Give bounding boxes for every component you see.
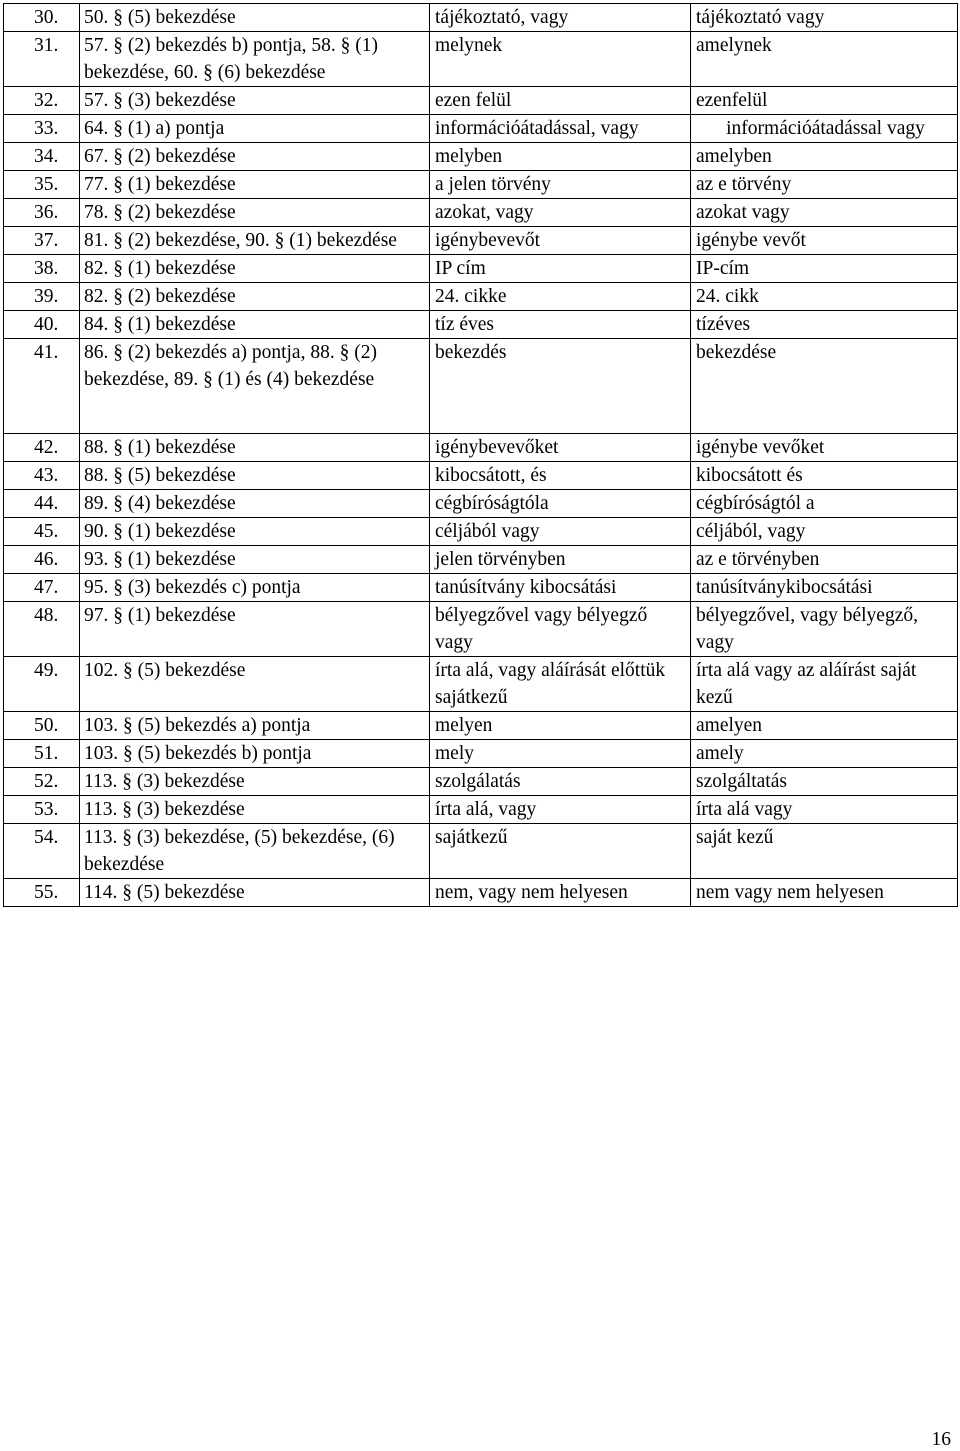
row-correct-text: amely [691,740,958,768]
row-number: 33. [4,115,80,143]
row-correct-text: ezenfelül [691,87,958,115]
row-correct-text: tájékoztató vagy [691,4,958,32]
row-incorrect-text: tájékoztató, vagy [430,4,691,32]
row-number: 46. [4,546,80,574]
row-number: 50. [4,712,80,740]
table-row [4,574,958,602]
row-correct-text: bekezdése [691,339,958,434]
row-number: 34. [4,143,80,171]
table-row [4,227,958,255]
row-location: 114. § (5) bekezdése [80,879,430,907]
row-location: 88. § (5) bekezdése [80,462,430,490]
table-row [4,434,958,462]
row-number: 52. [4,768,80,796]
row-correct-text: információátadással vagy [691,115,958,143]
row-incorrect-text: IP cím [430,255,691,283]
row-incorrect-text: azokat, vagy [430,199,691,227]
row-number: 55. [4,879,80,907]
row-correct-text: IP-cím [691,255,958,283]
row-incorrect-text: kibocsátott, és [430,462,691,490]
row-incorrect-text: melynek [430,32,691,87]
row-correct-text: igénybe vevőt [691,227,958,255]
table-row [4,199,958,227]
row-incorrect-text: bélyegzővel vagy bélyegző vagy [430,602,691,657]
table-row [4,171,958,199]
page-number: 16 [931,1429,951,1450]
row-number: 36. [4,199,80,227]
row-number: 39. [4,283,80,311]
table-row [4,143,958,171]
row-incorrect-text: céljából vagy [430,518,691,546]
table-row [4,518,958,546]
row-location: 113. § (3) bekezdése [80,768,430,796]
corrections-table [3,3,958,907]
row-incorrect-text: nem, vagy nem helyesen [430,879,691,907]
row-location: 81. § (2) bekezdése, 90. § (1) bekezdése [80,227,430,255]
row-incorrect-text: melyen [430,712,691,740]
row-location: 78. § (2) bekezdése [80,199,430,227]
row-location: 57. § (3) bekezdése [80,87,430,115]
row-location: 82. § (1) bekezdése [80,255,430,283]
table-row [4,87,958,115]
row-correct-text: az e törvényben [691,546,958,574]
row-location: 64. § (1) a) pontja [80,115,430,143]
row-incorrect-text: tanúsítvány kibocsátási [430,574,691,602]
row-correct-text: céljából, vagy [691,518,958,546]
table-row [4,740,958,768]
table-row [4,462,958,490]
row-number: 37. [4,227,80,255]
row-correct-text: bélyegzővel, vagy bélyegző, vagy [691,602,958,657]
row-location: 50. § (5) bekezdése [80,4,430,32]
row-correct-text: kibocsátott és [691,462,958,490]
row-correct-text: írta alá vagy az aláírást saját kezű [691,657,958,712]
row-number: 38. [4,255,80,283]
row-number: 45. [4,518,80,546]
table-row [4,546,958,574]
row-number: 48. [4,602,80,657]
row-correct-text: tanúsítványkibocsátási [691,574,958,602]
row-correct-text: azokat vagy [691,199,958,227]
table-row [4,311,958,339]
row-correct-text: 24. cikk [691,283,958,311]
row-incorrect-text: írta alá, vagy [430,796,691,824]
row-location: 102. § (5) bekezdése [80,657,430,712]
row-location: 57. § (2) bekezdés b) pontja, 58. § (1) bekezdése, 60. § (6) bekezdése [80,32,430,87]
row-number: 31. [4,32,80,87]
row-location: 77. § (1) bekezdése [80,171,430,199]
table-row [4,255,958,283]
row-location: 82. § (2) bekezdése [80,283,430,311]
row-incorrect-text: mely [430,740,691,768]
row-number: 43. [4,462,80,490]
row-number: 54. [4,824,80,879]
row-correct-text: nem vagy nem helyesen [691,879,958,907]
row-incorrect-text: bekezdés [430,339,691,434]
table-row [4,602,958,657]
row-location: 113. § (3) bekezdése [80,796,430,824]
row-location: 88. § (1) bekezdése [80,434,430,462]
row-correct-text: amelyben [691,143,958,171]
row-incorrect-text: információátadással, vagy [430,115,691,143]
corrections-table-body [4,4,958,907]
row-location: 103. § (5) bekezdés a) pontja [80,712,430,740]
row-incorrect-text: a jelen törvény [430,171,691,199]
table-row [4,4,958,32]
row-incorrect-text: tíz éves [430,311,691,339]
row-location: 89. § (4) bekezdése [80,490,430,518]
row-correct-text: az e törvény [691,171,958,199]
row-correct-text: cégbíróságtól a [691,490,958,518]
table-row [4,32,958,87]
row-number: 49. [4,657,80,712]
table-row [4,824,958,879]
table-row [4,339,958,434]
row-location: 90. § (1) bekezdése [80,518,430,546]
row-number: 40. [4,311,80,339]
row-incorrect-text: írta alá, vagy aláírását előttük sajátkezű [430,657,691,712]
row-correct-text: szolgáltatás [691,768,958,796]
row-number: 51. [4,740,80,768]
row-number: 42. [4,434,80,462]
row-incorrect-text: 24. cikke [430,283,691,311]
row-number: 44. [4,490,80,518]
row-correct-text: igénybe vevőket [691,434,958,462]
row-location: 103. § (5) bekezdés b) pontja [80,740,430,768]
row-correct-text: saját kezű [691,824,958,879]
table-row [4,879,958,907]
row-incorrect-text: ezen felül [430,87,691,115]
row-incorrect-text: melyben [430,143,691,171]
row-number: 47. [4,574,80,602]
table-row [4,490,958,518]
row-correct-text: írta alá vagy [691,796,958,824]
table-row [4,657,958,712]
row-location: 95. § (3) bekezdés c) pontja [80,574,430,602]
row-number: 53. [4,796,80,824]
row-incorrect-text: jelen törvényben [430,546,691,574]
row-location: 67. § (2) bekezdése [80,143,430,171]
row-incorrect-text: cégbíróságtóla [430,490,691,518]
table-row [4,796,958,824]
row-incorrect-text: sajátkezű [430,824,691,879]
row-incorrect-text: igénybevevőket [430,434,691,462]
row-location: 86. § (2) bekezdés a) pontja, 88. § (2) bekezdése, 89. § (1) és (4) bekezdése [80,339,430,434]
row-number: 41. [4,339,80,434]
row-incorrect-text: szolgálatás [430,768,691,796]
row-location: 113. § (3) bekezdése, (5) bekezdése, (6) bekezdése [80,824,430,879]
row-correct-text: amelyen [691,712,958,740]
row-correct-text: amelynek [691,32,958,87]
table-row [4,712,958,740]
row-number: 30. [4,4,80,32]
row-number: 35. [4,171,80,199]
row-location: 84. § (1) bekezdése [80,311,430,339]
row-correct-text: tízéves [691,311,958,339]
table-row [4,768,958,796]
table-row [4,283,958,311]
row-number: 32. [4,87,80,115]
table-row [4,115,958,143]
row-location: 93. § (1) bekezdése [80,546,430,574]
row-incorrect-text: igénybevevőt [430,227,691,255]
row-location: 97. § (1) bekezdése [80,602,430,657]
